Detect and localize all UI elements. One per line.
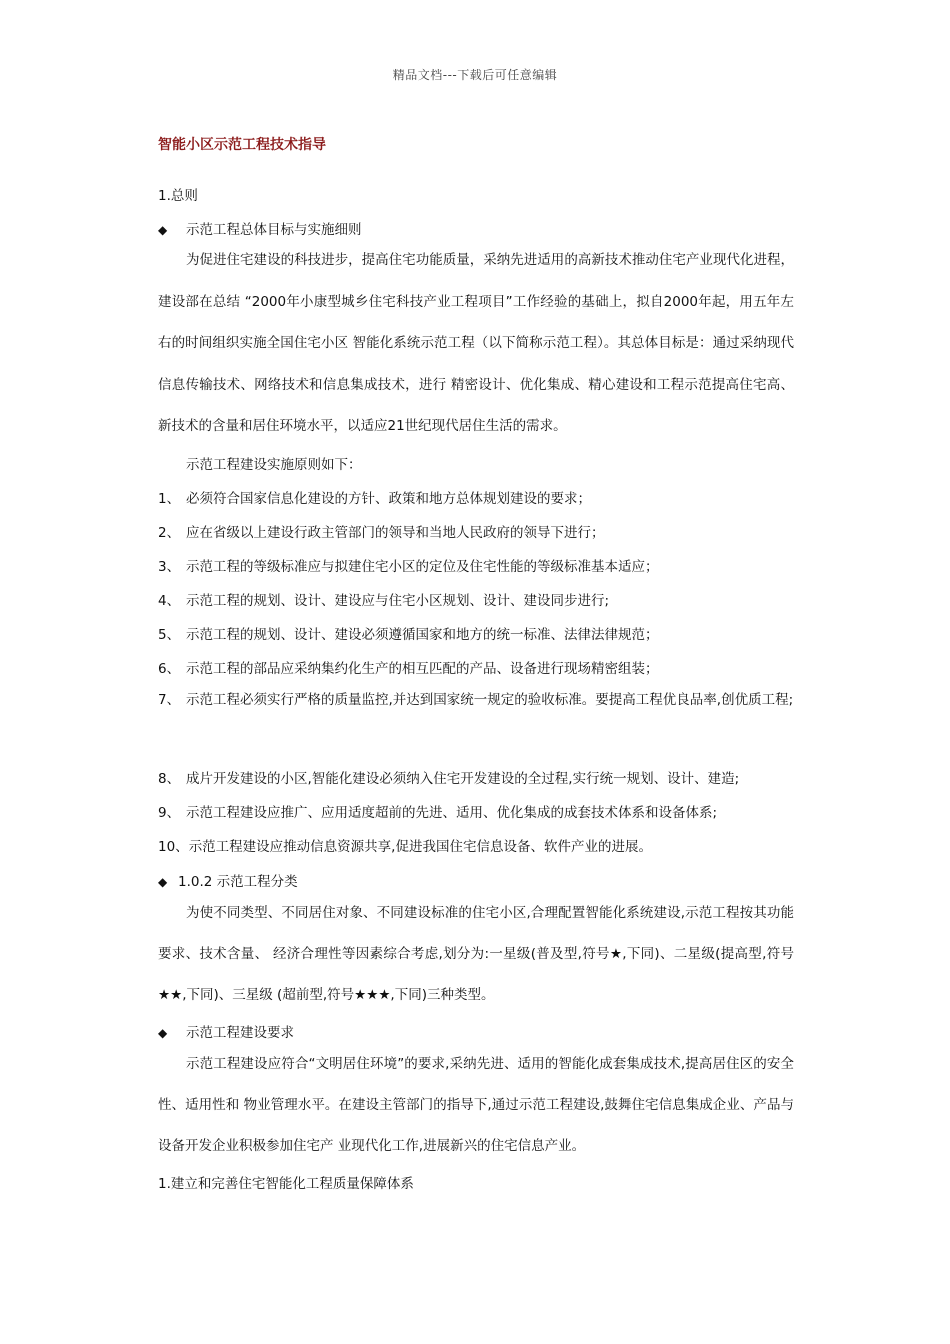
bullet-text: 示范工程总体目标与实施细则 [186, 222, 362, 238]
list-item: 4、 示范工程的规划、设计、建设应与住宅小区规划、设计、建设同步进行; [158, 593, 610, 609]
paragraph-classification: 为使不同类型、不同居住对象、不同建设标准的住宅小区,合理配置智能化系统建设,示范工程按其功能要求、技术含量、 经济合理性等因素综合考虑,划分为:一星级(普及型,符号★,下同)、二星级(提高型,符号★★,下同)、三星级 (超前型,符号★★★,下同)三种类型。 [158, 905, 794, 1003]
list-item: 6、 示范工程的部品应采纳集约化生产的相互匹配的产品、设备进行现场精密组装； [158, 661, 659, 677]
section-heading-general: 1.总则 [158, 188, 198, 204]
diamond-bullet-icon: ◆ [158, 223, 168, 237]
diamond-bullet-icon: ◆ [158, 875, 168, 889]
list-item: 7、 示范工程必须实行严格的质量监控,并达到国家统一规定的验收标准。要提高工程优良品率,创优质工程; [158, 692, 794, 708]
paragraph-requirements: 示范工程建设应符合“文明居住环境”的要求,采纳先进、适用的智能化成套集成技术,提高居住区的安全性、适用性和 物业管理水平。在建设主管部门的指导下,通过示范工程建设,鼓舞住宅信息集成企业、产品与设备开发企业积极参加住宅产 业现代化工作,进展新兴的住宅信息产业。 [158, 1056, 794, 1154]
document-title: 智能小区示范工程技术指导 [158, 137, 326, 153]
page-header: 精品文档---下载后可任意编辑 [392, 68, 558, 82]
bullet-item-classification [158, 870, 298, 890]
bullet-item-goals [158, 218, 362, 238]
bullet-text: 示范工程建设要求 [186, 1025, 294, 1041]
list-item: 3、 示范工程的等级标准应与拟建住宅小区的定位及住宅性能的等级标准基本适应； [158, 559, 659, 575]
list-item: 5、 示范工程的规划、设计、建设必须遵循国家和地方的统一标准、法律法律规范； [158, 627, 659, 643]
paragraph-overall-goal: 为促进住宅建设的科技进步，提高住宅功能质量，采纳先进适用的高新技术推动住宅产业现代化进程，建设部在总结 “2000年小康型城乡住宅科技产业工程项目”工作经验的基础上，拟自2000年起，用五年左右的时间组织实施全国住宅小区 智能化系统示范工程（以下简称示范工程）。其总体目标是：通过采纳现代信息传输技术、网络技术和信息集成技术，进行 精密设计、优化集成、精心建设和工程示范提高住宅高、新技术的含量和居住环境水平，以适应21世纪现代居住生活的需求。 [158, 252, 794, 434]
list-item: 9、 示范工程建设应推广、应用适度超前的先进、适用、优化集成的成套技术体系和设备体系; [158, 805, 718, 821]
section-heading-quality: 1.建立和完善住宅智能化工程质量保障体系 [158, 1176, 414, 1192]
bullet-item-requirements [158, 1021, 294, 1041]
list-item: 8、 成片开发建设的小区,智能化建设必须纳入住宅开发建设的全过程,实行统一规划、设计、建造; [158, 771, 740, 787]
list-item: 1、 必须符合国家信息化建设的方针、政策和地方总体规划建设的要求； [158, 491, 591, 507]
list-item: 10、示范工程建设应推动信息资源共享,促进我国住宅信息设备、软件产业的进展。 [158, 839, 652, 855]
list-item: 2、 应在省级以上建设行政主管部门的领导和当地人民政府的领导下进行； [158, 525, 605, 541]
bullet-text: 1.0.2 示范工程分类 [178, 874, 298, 890]
principles-intro: 示范工程建设实施原则如下： [186, 457, 362, 473]
diamond-bullet-icon: ◆ [158, 1026, 168, 1040]
